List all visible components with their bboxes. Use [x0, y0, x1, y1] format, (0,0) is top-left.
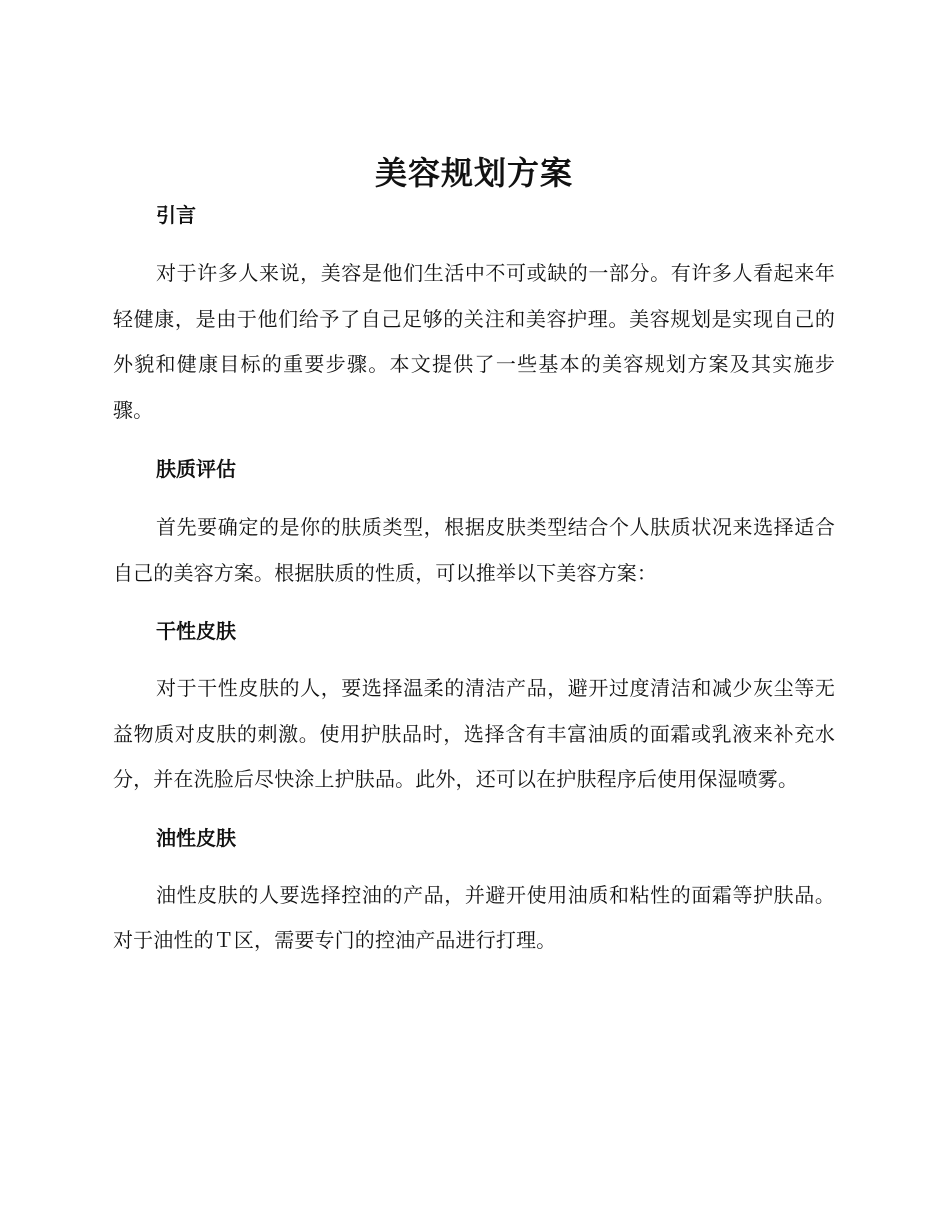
section-paragraph-introduction: 对于许多人来说，美容是他们生活中不可或缺的一部分。有许多人看起来年轻健康，是由于他们给予了自己足够的关注和美容护理。美容规划是实现自己的外貌和健康目标的重要步骤。本文提供了一些基本的美容规划方案及其实施步骤。 [113, 261, 835, 422]
section-heading-oily-skin: 油性皮肤 [156, 825, 236, 850]
section-heading-skin-assessment: 肤质评估 [156, 457, 236, 481]
document-page [113, 150, 835, 964]
section-heading-dry-skin: 干性皮肤 [156, 619, 236, 643]
section-paragraph-dry-skin: 对于干性皮肤的人，要选择温柔的清洁产品，避开过度清洁和减少灰尘等无益物质对皮肤的刺激。使用护肤品时，选择含有丰富油质的面霜或乳液来补充水分，并在洗脸后尽快涂上护肤品。此外，还可以在护肤程序后使用保湿喷雾。 [113, 676, 835, 791]
section-paragraph-skin-assessment: 首先要确定的是你的肤质类型，根据皮肤类型结合个人肤质状况来选择适合自己的美容方案。根据肤质的性质，可以推举以下美容方案： [113, 515, 835, 585]
document-title: 美容规划方案 [374, 154, 573, 192]
section-heading-introduction: 引言 [156, 203, 196, 227]
section-paragraph-oily-skin: 油性皮肤的人要选择控油的产品，并避开使用油质和粘性的面霜等护肤品。对于油性的Ｔ区，需要专门的控油产品进行打理。 [113, 882, 835, 952]
